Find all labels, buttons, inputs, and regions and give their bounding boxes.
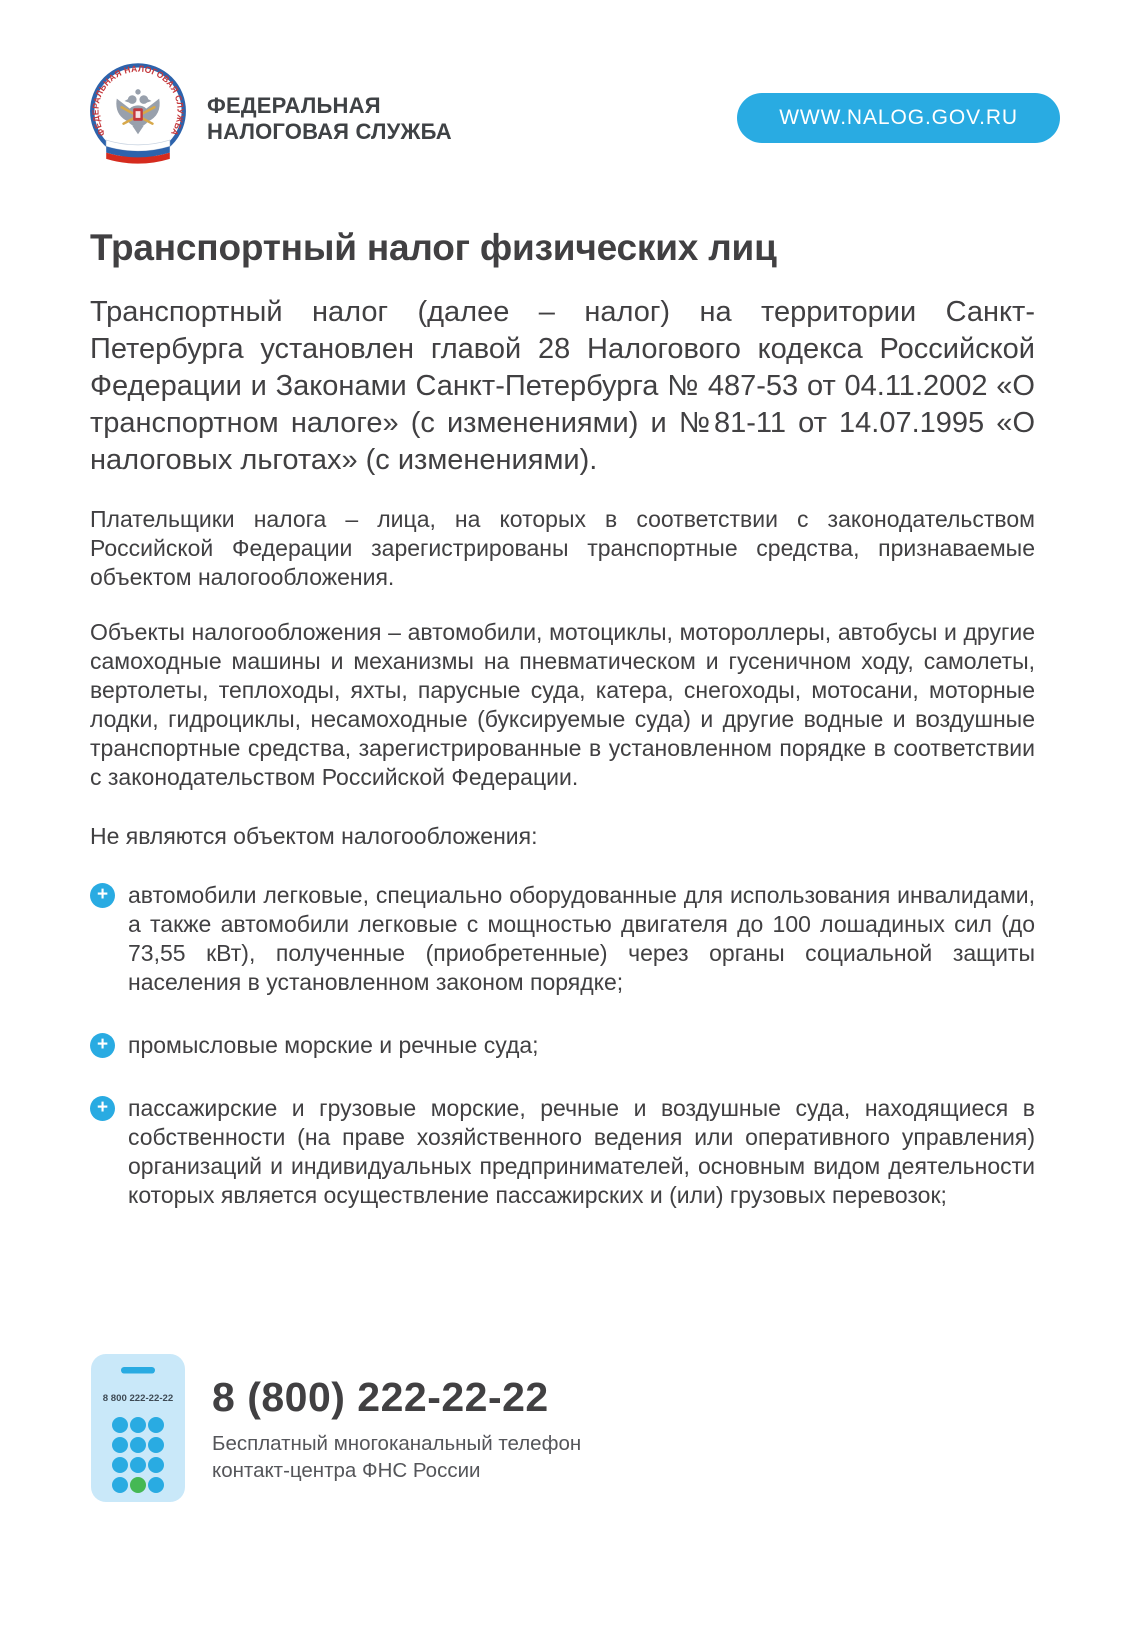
header <box>0 0 1125 170</box>
hotline-phone-number: 8 (800) 222-22-22 <box>212 1374 549 1420</box>
phone-icon-label: 8 800 222-22-22 <box>102 1393 174 1404</box>
list-item-text: автомобили легковые, специально оборудованные для использования инвалидами, а также автомобили легковые с мощностью двигателя до 100 лошадиных сил (до 73,55 кВт), полученные (приобретенные) через органы социальной защиты населения в установленном законом порядке; <box>128 882 1035 995</box>
lead-paragraph: Транспортный налог (далее – налог) на территории Санкт-Петербурга установлен главой 28 Налогового кодекса Российской Федерации и Законами Санкт-Петербурга № 487-53 от 04.11.2002 «О транспортном налоге» (с изменениями) и №81-11 от 14.07.1995 «О налоговых льготах» (с изменениями). <box>90 296 1035 476</box>
plus-bullet-icon: + <box>90 883 115 908</box>
page-title: Транспортный налог физических лиц <box>90 227 777 268</box>
list-item-text: промысловые морские и речные суда; <box>128 1032 539 1058</box>
fns-wordmark-line1: ФЕДЕРАЛЬНАЯ <box>207 93 381 118</box>
exclusions-list <box>90 881 1035 1210</box>
list-item-text: пассажирские и грузовые морские, речные и воздушные суда, находящиеся в собственности (на праве хозяйственного ведения или оперативного управления) организаций и индивидуальных предпринимателей, основным видом деятельности которых является осуществление пассажирских и (или) грузовых перевозок; <box>128 1095 1035 1208</box>
main-content <box>0 226 1125 1210</box>
plus-bullet-icon: + <box>90 1096 115 1121</box>
contact-footer <box>88 1352 597 1504</box>
fns-wordmark <box>207 93 452 145</box>
website-pill[interactable]: WWW.NALOG.GOV.RU <box>737 93 1060 143</box>
fns-emblem-icon <box>85 60 191 170</box>
plus-bullet-icon: + <box>90 1033 115 1058</box>
list-item <box>90 881 1035 997</box>
list-item <box>90 1094 1035 1210</box>
phone-keypad-icon <box>88 1352 188 1504</box>
exclusions-intro: Не являются объектом налогообложения: <box>90 823 538 849</box>
paragraph-taxpayers: Плательщики налога – лица, на которых в соответствии с законодательством Российской Федерации зарегистрированы транспортные средства, признаваемые объектом налогообложения. <box>90 506 1035 590</box>
fns-logo <box>85 60 452 170</box>
paragraph-tax-objects: Объекты налогообложения – автомобили, мотоциклы, мотороллеры, автобусы и другие самоходные машины и механизмы на пневматическом и гусеничном ходу, самолеты, вертолеты, теплоходы, яхты, парусные суда, катера, снегоходы, мотосани, моторные лодки, гидроциклы, несамоходные (буксируемые суда) и другие водные и воздушные транспортные средства, зарегистрированные в установленном порядке в соответствии с законодательством Российской Федерации. <box>90 619 1035 790</box>
fns-wordmark-line2: НАЛОГОВАЯ СЛУЖБА <box>207 119 452 144</box>
emblem-curved-text: ФЕДЕРАЛЬНАЯ НАЛОГОВАЯ СЛУЖБА <box>90 63 186 138</box>
contact-text-block <box>212 1374 597 1484</box>
hotline-caption: Бесплатный многоканальный телефон контакт-центра ФНС России <box>212 1432 582 1482</box>
list-item <box>90 1031 1035 1060</box>
